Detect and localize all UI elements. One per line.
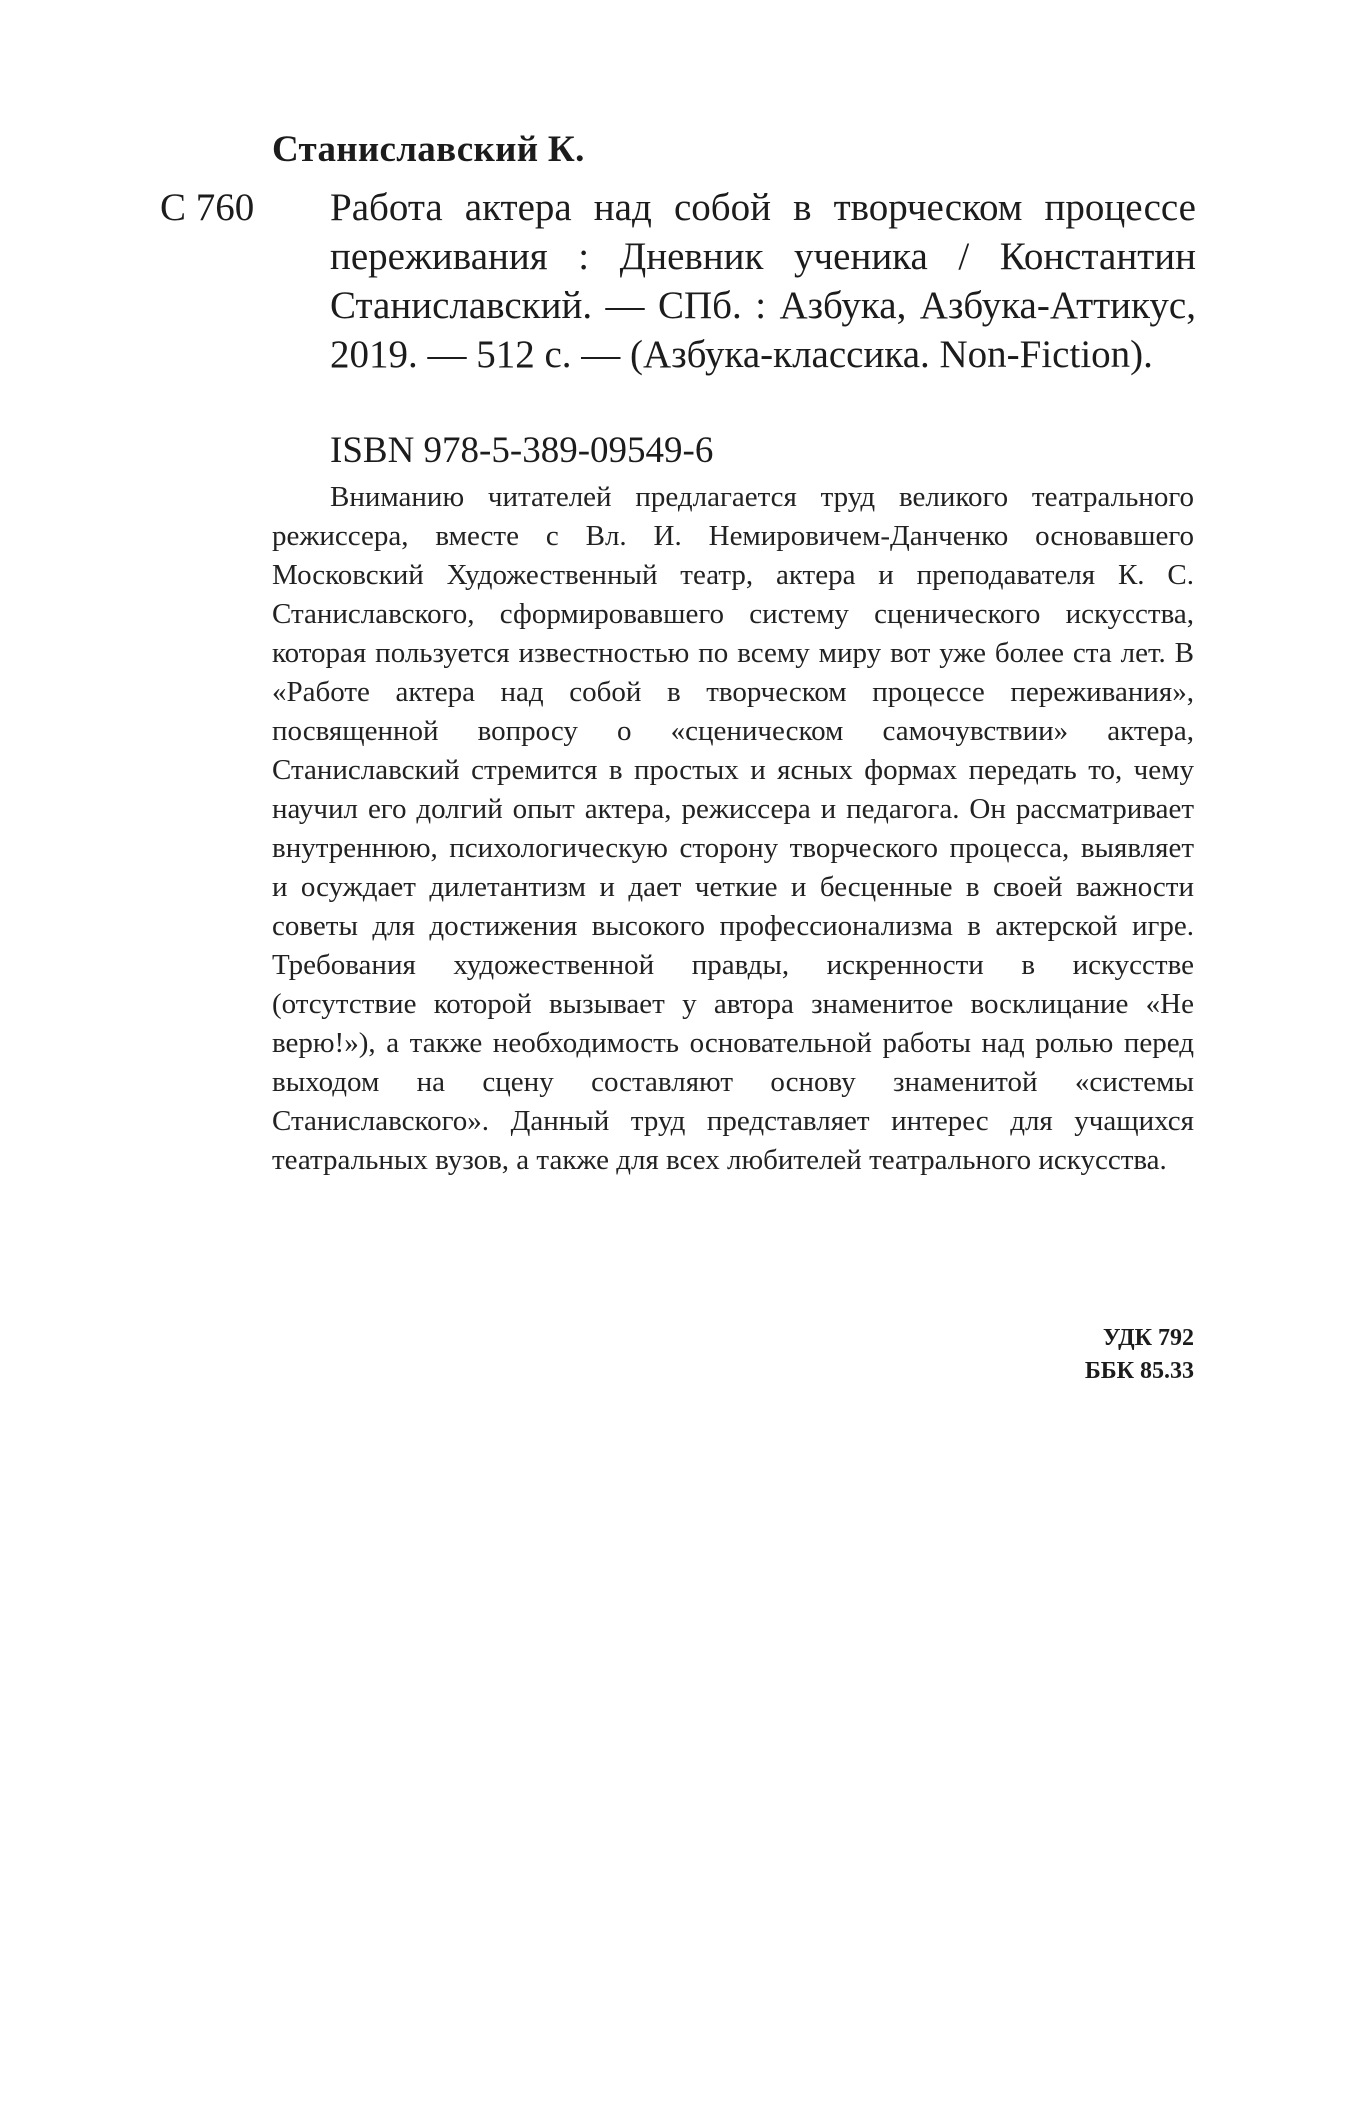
annotation-text: Вниманию читателей предлагается труд великого театрального режиссера, вместе с Вл. И. Немировичем-Данченко основавшего Московский Художественный театр, актера и преподавателя К. С. Станиславского, сформировавшего систему сценического искусства, которая пользуется известностью по всему миру вот уже более ста лет. В «Работе актера над собой в творческом процессе переживания», посвященной вопросу о «сценическом самочувствии» актера, Станиславский стремится в простых и ясных формах передать то, чему научил его долгий опыт актера, режиссера и педагога. Он рассматривает внутреннюю, психологическую сторону творческого процесса, выявляет и осуждает дилетантизм и дает четкие и бесценные в своей важности советы для достижения высокого профессионализма в актерской игре. Требования художественной правды, искренности в искусстве (отсутствие которой вызывает у автора знаменитое восклицание «Не верю!»), а также необходимость основательной работы над ролью перед выходом на сцену составляют основу знаменитой «системы Станиславского». Данный труд представляет интерес для учащихся театральных вузов, а также для всех любителей театрального искусства. [272,481,1194,1176]
bbk-code: ББК 85.33 [1084,1358,1194,1384]
author-heading: Станиславский К. [272,129,585,170]
bibliographic-entry: Работа актера над собой в творческом процессе переживания : Дневник ученика / Константин Станиславский. — СПб. : Азбука, Азбука-Аттикус, 2019. — 512 с. — (Азбука-классика. Non-Fiction). [330,186,1196,376]
udk-code: УДК 792 [1102,1325,1194,1351]
catalog-mark: С 760 [160,186,255,229]
isbn-line: ISBN 978-5-389-09549-6 [330,430,714,471]
classification-codes [1085,1322,1194,1388]
